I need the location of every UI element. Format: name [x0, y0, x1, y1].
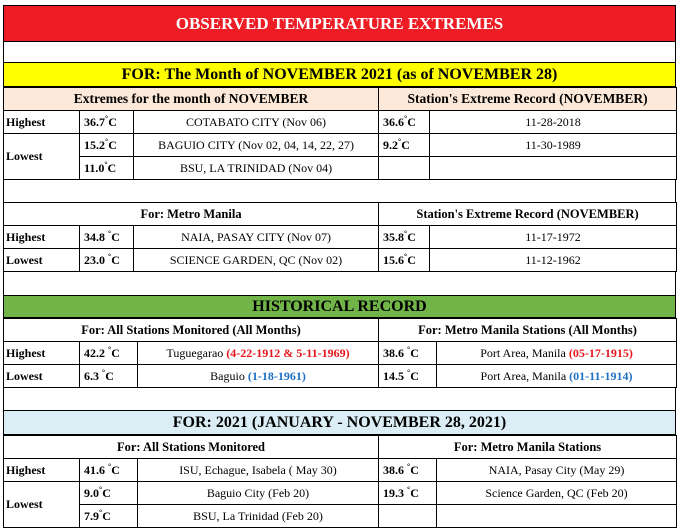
historical-heading-bar: [3, 295, 676, 318]
year-right-header: For: Metro Manila Stations: [379, 436, 677, 459]
record-date: 11-12-1962: [430, 249, 677, 272]
record-temperature: 36.6°C: [379, 111, 430, 134]
month-left-header: Extremes for the month of NOVEMBER: [4, 88, 379, 111]
title-bar: [3, 5, 676, 42]
temperature-value: 6.3 °C: [80, 365, 138, 388]
temperature-value: 15.2°C: [80, 134, 134, 157]
metro-right-header: Station's Extreme Record (NOVEMBER): [379, 203, 677, 226]
location-cell: Port Area, Manila (05-17-1915): [437, 342, 677, 365]
year-left-header: For: All Stations Monitored: [4, 436, 379, 459]
record-date: (1-18-1961): [247, 368, 306, 383]
table-row: [4, 249, 677, 272]
record-temperature: 35.8°C: [379, 226, 430, 249]
location-cell: BSU, La Trinidad (Feb 20): [138, 505, 379, 528]
year-heading-bar: [3, 410, 676, 435]
temperature-value: 9.0°C: [80, 482, 138, 505]
temperature-value: 7.9°C: [80, 505, 138, 528]
location-cell: Science Garden, QC (Feb 20): [437, 482, 677, 505]
row-label: Highest: [4, 459, 80, 482]
metro-table: [3, 202, 677, 272]
location-cell: BSU, LA TRINIDAD (Nov 04): [134, 157, 379, 180]
location-cell: Baguio City (Feb 20): [138, 482, 379, 505]
table-row: [4, 134, 677, 157]
metro-section: [3, 202, 676, 272]
record-temperature: 15.6°C: [379, 249, 430, 272]
temperature-value: 36.7°C: [80, 111, 134, 134]
table-row: [4, 111, 677, 134]
record-temperature: 9.2°C: [379, 134, 430, 157]
table-row: [4, 365, 677, 388]
empty-cell: [379, 505, 437, 528]
temperature-value: 42.2 °C: [80, 342, 138, 365]
record-temperature: 38.6 °C: [379, 459, 437, 482]
empty-cell: [437, 505, 677, 528]
record-date: 11-30-1989: [430, 134, 677, 157]
record-date: (01-11-1914): [569, 368, 633, 383]
year-table: [3, 435, 677, 528]
location-cell: Port Area, Manila (01-11-1914): [437, 365, 677, 388]
row-label: Lowest: [4, 482, 80, 528]
spacer: [3, 42, 676, 63]
historical-heading: HISTORICAL RECORD: [252, 298, 427, 315]
temperature-value: 41.6 °C: [80, 459, 138, 482]
location-cell: NAIA, PASAY CITY (Nov 07): [134, 226, 379, 249]
historical-right-header: For: Metro Manila Stations (All Months): [379, 319, 677, 342]
table-row: [4, 505, 677, 528]
spacer: [3, 272, 676, 295]
location-cell: Baguio (1-18-1961): [138, 365, 379, 388]
row-label: Highest: [4, 111, 80, 134]
temperature-value: 23.0 °C: [80, 249, 134, 272]
row-label: Highest: [4, 226, 80, 249]
record-temperature: 14.5 °C: [379, 365, 437, 388]
table-row: [4, 482, 677, 505]
page-title: OBSERVED TEMPERATURE EXTREMES: [175, 14, 504, 33]
empty-cell: [430, 157, 677, 180]
row-label: Lowest: [4, 365, 80, 388]
temperature-value: 34.8 °C: [80, 226, 134, 249]
historical-table: [3, 318, 677, 388]
record-date: (4-22-1912 & 5-11-1969): [226, 345, 350, 360]
historical-section: [3, 318, 676, 388]
temperature-value: 11.0°C: [80, 157, 134, 180]
spacer: [3, 387, 676, 410]
table-row: [4, 459, 677, 482]
record-temperature: 38.6 °C: [379, 342, 437, 365]
row-label: Lowest: [4, 134, 80, 180]
month-right-header: Station's Extreme Record (NOVEMBER): [379, 88, 677, 111]
table-row: [4, 342, 677, 365]
table-row: [4, 157, 677, 180]
month-heading: FOR: The Month of NOVEMBER 2021 (as of NOVEMBER 28): [121, 66, 558, 83]
metro-left-header: For: Metro Manila: [4, 203, 379, 226]
year-heading: FOR: 2021 (JANUARY - NOVEMBER 28, 2021): [172, 414, 507, 431]
empty-cell: [379, 157, 430, 180]
location-cell: NAIA, Pasay City (May 29): [437, 459, 677, 482]
table-row: [4, 226, 677, 249]
location-cell: COTABATO CITY (Nov 06): [134, 111, 379, 134]
location-cell: SCIENCE GARDEN, QC (Nov 02): [134, 249, 379, 272]
row-label: Highest: [4, 342, 80, 365]
record-temperature: 19.3 °C: [379, 482, 437, 505]
location-cell: Tuguegarao (4-22-1912 & 5-11-1969): [138, 342, 379, 365]
month-section: [3, 87, 676, 180]
month-heading-bar: [3, 62, 676, 87]
record-date: 11-17-1972: [430, 226, 677, 249]
spacer: [3, 180, 676, 202]
record-date: 11-28-2018: [430, 111, 677, 134]
month-table: [3, 87, 677, 180]
historical-left-header: For: All Stations Monitored (All Months): [4, 319, 379, 342]
record-date: (05-17-1915): [568, 345, 633, 360]
year-section: [3, 435, 676, 528]
location-cell: BAGUIO CITY (Nov 02, 04, 14, 22, 27): [134, 134, 379, 157]
row-label: Lowest: [4, 249, 80, 272]
location-cell: ISU, Echague, Isabela ( May 30): [138, 459, 379, 482]
